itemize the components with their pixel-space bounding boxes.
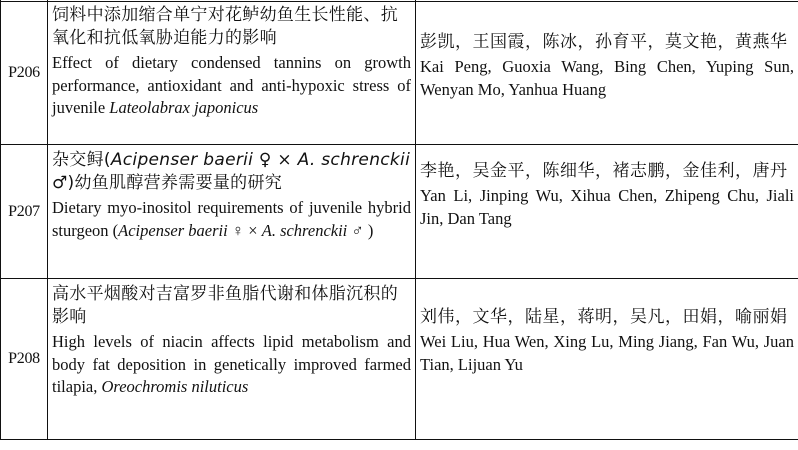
female-cross-symbol: ♀ × [227,220,262,240]
english-title-text: Effect of dietary condensed tannins on growth performance, antioxidant and anti-hypoxic stress of juvenile [52,53,411,117]
species-name: Lateolabrax japonicus [109,98,259,117]
species-name: Acipenser baerii [110,150,254,170]
male-symbol: ♂ [52,173,68,193]
english-title [52,52,411,120]
english-authors: Kai Peng, Guoxia Wang, Bing Chen, Yuping Sun, Wenyan Mo, Yanhua Huang [420,57,794,99]
paper-id: P208 [1,279,48,440]
chinese-authors: 刘伟，文华，陆星，蒋明，吴凡，田娟，喻丽娟 [420,307,788,327]
table-row [1,279,798,440]
chinese-title: 高水平烟酸对吉富罗非鱼脂代谢和体脂沉积的影响 [52,284,398,327]
chinese-authors: 彭凯，王国霞，陈冰，孙育平，莫文艳，黄燕华 [420,32,788,52]
english-title-text: Dietary myo-inositol requirements of juvenile hybrid sturgeon ( [52,198,411,240]
chinese-title [52,149,411,195]
author-cell [416,145,798,279]
species-name: A. schrenckii [261,220,348,240]
english-title-text: High levels of niacin affects lipid metabolism and body fat deposition in genetically improved farmed tilapia, [52,332,411,396]
table-row [1,2,798,145]
table-row [1,145,798,279]
species-name: A. schrenckii [297,150,411,170]
chinese-title-prefix: 杂交鲟( [52,150,111,170]
title-cell [48,2,416,145]
male-symbol: ♂ ) [347,220,374,240]
author-cell [416,279,798,440]
author-cell [416,2,798,145]
chinese-title: 饲料中添加缩合单宁对花鲈幼鱼生长性能、抗氧化和抗低氧胁迫能力的影响 [52,5,398,48]
title-cell [48,145,416,279]
title-cell [48,279,416,440]
chinese-title-suffix: )幼鱼肌醇营养需要量的研究 [67,173,283,193]
english-title [52,331,411,399]
paper-id: P207 [1,145,48,279]
paper-id: P206 [1,2,48,145]
chinese-authors: 李艳，吴金平，陈细华，褚志鹏，金佳利，唐丹 [420,161,788,181]
english-authors: Yan Li, Jinping Wu, Xihua Chen, Zhipeng Chu, Jiali Jin, Dan Tang [420,186,794,228]
species-name: Acipenser baerii [118,220,228,240]
female-cross-symbol: ♀ × [253,150,298,170]
species-name: Oreochromis niluticus [101,377,249,396]
english-authors: Wei Liu, Hua Wen, Xing Lu, Ming Jiang, Fan Wu, Juan Tian, Lijuan Yu [420,332,794,374]
english-title [52,197,411,242]
